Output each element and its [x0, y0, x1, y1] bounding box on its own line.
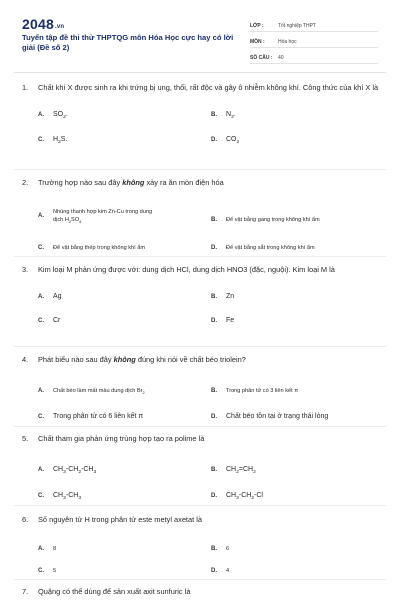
option-text: 4	[226, 568, 230, 574]
option-text: Để vật bằng gang trong không khí ẩm	[226, 217, 320, 223]
option-text: Để vật bằng sắt trong không khí ẩm	[226, 245, 315, 251]
option-text: Trong phân tử có 3 liên kết π	[226, 388, 299, 394]
option-b[interactable]	[211, 545, 229, 553]
meta-label: MÔN :	[250, 39, 265, 45]
option-a[interactable]	[38, 545, 56, 553]
option-letter: D.	[211, 317, 217, 324]
option-letter: D.	[211, 245, 217, 251]
option-c[interactable]	[38, 317, 60, 324]
option-letter: C.	[38, 245, 44, 251]
option-text: Chất béo tồn tại ở trạng thái lỏng	[226, 413, 329, 420]
question-number: 7.	[22, 587, 29, 596]
option-b[interactable]	[211, 216, 320, 224]
option-text: Fe	[226, 317, 235, 324]
emphasis-not: không	[122, 178, 145, 187]
meta-value: Tốt nghiệp THPT	[278, 23, 316, 29]
option-d[interactable]	[211, 492, 263, 499]
question-stem	[22, 433, 382, 444]
option-text: Ag	[53, 293, 62, 300]
question-number: 3.	[22, 265, 29, 274]
option-letter: A.	[38, 388, 44, 394]
option-c[interactable]	[38, 492, 81, 499]
option-c[interactable]	[38, 413, 143, 420]
option-text: $SO_2$.	[53, 111, 68, 120]
option-text: Cr	[53, 317, 61, 324]
option-a[interactable]	[38, 387, 145, 395]
exam-title: Tuyển tập đề thi thử THPTQG môn Hóa Học cực hay có lời giải (Đề số 2)	[22, 33, 234, 52]
option-d[interactable]	[211, 244, 315, 252]
question-6	[22, 514, 382, 574]
option-a[interactable]	[38, 293, 62, 300]
option-letter: C.	[38, 317, 44, 324]
option-b[interactable]	[211, 387, 298, 395]
question-3	[22, 264, 382, 324]
option-letter: A.	[38, 546, 44, 552]
question-number: 5.	[22, 434, 29, 443]
question-text: Chất tham gia phản ứng trùng hợp tạo ra polime là	[38, 434, 205, 443]
option-d[interactable]	[211, 413, 328, 420]
question-number: 1.	[22, 83, 29, 92]
option-letter: D.	[211, 136, 217, 143]
option-letter: A.	[38, 466, 44, 473]
logo-text: 2048	[22, 16, 54, 32]
meta-value: 40	[278, 55, 284, 61]
option-a[interactable]	[38, 208, 152, 224]
question-text: Trường hợp nào sau đây không xảy ra ăn mòn điện hóa	[38, 178, 224, 187]
question-text: Quặng có thể dùng để sản xuất axit sunfuric là	[38, 587, 191, 596]
option-letter: C.	[38, 136, 44, 143]
option-letter: C.	[38, 492, 44, 499]
question-text: Chất khí X được sinh ra khi trứng bị ung, thối, rất độc và gây ô nhiễm không khí. Công thức của khí X là	[38, 83, 379, 92]
option-letter: B.	[211, 217, 217, 223]
question-1	[22, 82, 382, 145]
option-letter: D.	[211, 413, 217, 420]
option-text: 8	[53, 546, 57, 552]
header-divider	[14, 72, 386, 73]
option-text: $CO_2$	[226, 136, 240, 145]
question-divider	[14, 426, 386, 427]
option-letter: C.	[38, 568, 44, 574]
option-letter: A.	[38, 293, 44, 300]
question-4	[22, 354, 382, 420]
option-text: $H_2S$.	[53, 136, 68, 145]
option-letter: B.	[211, 388, 217, 394]
question-divider	[14, 256, 386, 257]
question-stem	[22, 586, 382, 597]
question-text: Phát biểu nào sau đây không đúng khi nói về chất béo triolein?	[38, 355, 246, 364]
option-letter: C.	[38, 413, 44, 420]
option-text: $CH_2=CH_2$	[226, 466, 256, 475]
question-divider	[14, 505, 386, 506]
option-letter: A.	[38, 111, 44, 118]
meta-label: SỐ CÂU :	[250, 55, 273, 61]
question-divider	[14, 346, 386, 347]
option-text: Trong phân tử có 6 liên kết π	[53, 413, 144, 420]
option-a[interactable]	[38, 466, 96, 473]
question-number: 2.	[22, 178, 29, 187]
question-2	[22, 177, 382, 251]
site-logo[interactable]	[22, 16, 64, 32]
question-text: Số nguyên tử H trong phân tử este metyl axetat là	[38, 515, 202, 524]
option-d[interactable]	[211, 317, 234, 324]
meta-row-subject	[250, 32, 378, 48]
option-letter: A.	[38, 213, 44, 219]
option-text: Nhúng thanh hợp kim Zn-Cu trong dung dịch $H_2SO_4$	[53, 209, 153, 224]
option-letter: B.	[211, 111, 217, 118]
option-text: $CH_3-CH_2-CH_3$	[53, 466, 97, 475]
option-letter: D.	[211, 568, 217, 574]
option-text: $N_2$.	[226, 111, 236, 120]
option-text: 6	[226, 546, 230, 552]
option-letter: D.	[211, 492, 217, 499]
option-text: $CH_3-CH_3$	[53, 492, 82, 501]
question-stem	[22, 264, 382, 275]
question-divider	[14, 579, 386, 580]
option-c[interactable]	[38, 244, 145, 252]
question-divider	[14, 169, 386, 170]
option-d[interactable]	[211, 136, 239, 143]
option-a[interactable]	[38, 111, 68, 118]
option-b[interactable]	[211, 111, 236, 118]
question-number: 4.	[22, 355, 29, 364]
emphasis-not: không	[113, 355, 136, 364]
option-text: 5	[53, 568, 57, 574]
option-letter: B.	[211, 546, 217, 552]
logo-suffix: .vn	[54, 24, 65, 30]
meta-row-class	[250, 16, 378, 32]
option-letter: B.	[211, 293, 217, 300]
question-stem	[22, 177, 382, 188]
question-number: 6.	[22, 515, 29, 524]
question-text: Kim loại M phản ứng được với: dung dịch HCl, dung dịch HNO3 (đặc, nguội). Kim loại M là	[38, 265, 335, 274]
question-stem	[22, 514, 382, 525]
meta-value: Hóa học	[278, 39, 297, 45]
meta-row-count	[250, 48, 378, 64]
option-text: Chất béo làm mất màu dung dịch $Br_2$	[53, 388, 145, 395]
option-b[interactable]	[211, 293, 234, 300]
question-stem	[22, 82, 382, 93]
option-d[interactable]	[211, 567, 229, 575]
question-5	[22, 433, 382, 501]
option-letter: B.	[211, 466, 217, 473]
question-7	[22, 586, 382, 597]
option-text: Để vật bằng thép trong không khí ẩm	[53, 245, 146, 251]
option-c[interactable]	[38, 567, 56, 575]
exam-header	[22, 14, 380, 70]
question-stem	[22, 354, 382, 365]
option-text: $CH_3-CH_2-Cl$	[226, 492, 263, 501]
option-c[interactable]	[38, 136, 67, 143]
option-text: Zn	[226, 293, 235, 300]
meta-label: LỚP :	[250, 23, 264, 29]
exam-meta	[250, 16, 378, 64]
option-b[interactable]	[211, 466, 256, 473]
